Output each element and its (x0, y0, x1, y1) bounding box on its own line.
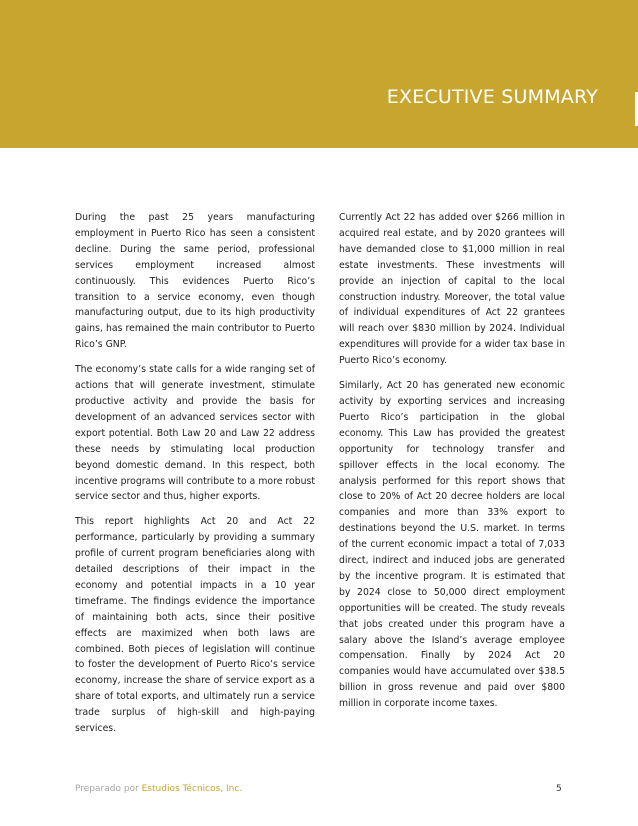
right-column (339, 210, 565, 721)
paragraph: The economy’s state calls for a wide ranging set of actions that will generate investment, stimulate productive activity and provide the basis for development of an advanced services sector with export potential. Both Law 20 and Law 22 address these needs by stimulating local production beyond domestic demand. In this respect, both incentive programs will contribute to a more robust service sector and thus, higher exports. (75, 364, 315, 503)
header-banner (0, 0, 638, 148)
footer-brand: Estudios Técnicos, Inc. (141, 784, 243, 794)
paragraph: This report highlights Act 20 and Act 22 performance, particularly by providing a summary profile of current program beneficiaries along with detailed descriptions of their impact in the economy and potential impacts in a 10 year timeframe. The findings evidence the importance of maintaining both acts, since their positive effects are maximized when both laws are combined. Both pieces of legislation will continue to foster the development of Puerto Rico’s service economy, increase the share of service export as a share of total exports, and ultimately run a service trade surplus of high-skill and high-paying services. (75, 516, 315, 735)
paragraph: Similarly, Act 20 has generated new economic activity by exporting services and increasing Puerto Rico’s participation in the global economy. This Law has provided the greatest opportunity for technology transfer and spillover effects in the local economy. The analysis performed for this report shows that close to 20% of Act 20 decree holders are local companies and more than 33% export to destinations beyond the U.S. market. In terms of the current economic impact a total of 7,033 direct, indirect and induced jobs are generated by the incentive program. It is estimated that by 2024 close to 50,000 direct employment opportunities will be created. The study reveals that jobs created under this program have a salary above the Island’s average employee compensation. Finally by 2024 Act 20 companies would have accumulated over $38.5 billion in gross revenue and paid over $800 million in corporate income taxes. (339, 380, 565, 710)
paragraph: Currently Act 22 has added over $266 million in acquired real estate, and by 2020 grantees will have demanded close to $1,000 million in real estate investments. These investments will provide an injection of capital to the local construction industry. Moreover, the total value of individual expenditures of Act 22 grantees will reach over $830 million by 2024. Individual expenditures will provide for a wider tax base in Puerto Rico’s economy. (339, 212, 565, 367)
left-column (75, 210, 315, 746)
footer-credit (75, 784, 242, 794)
page-number: 5 (556, 784, 562, 794)
paragraph: During the past 25 years manufacturing employment in Puerto Rico has seen a consistent decline. During the same period, professional services employment increased almost continuously. This evidences Puerto Rico’s transition to a service economy, even though manufacturing output, due to its high productivity gains, has remained the main contributor to Puerto Rico’s GNP. (75, 212, 315, 351)
footer-prefix: Preparado por (75, 784, 142, 794)
page-title: EXECUTIVE SUMMARY (386, 86, 598, 108)
